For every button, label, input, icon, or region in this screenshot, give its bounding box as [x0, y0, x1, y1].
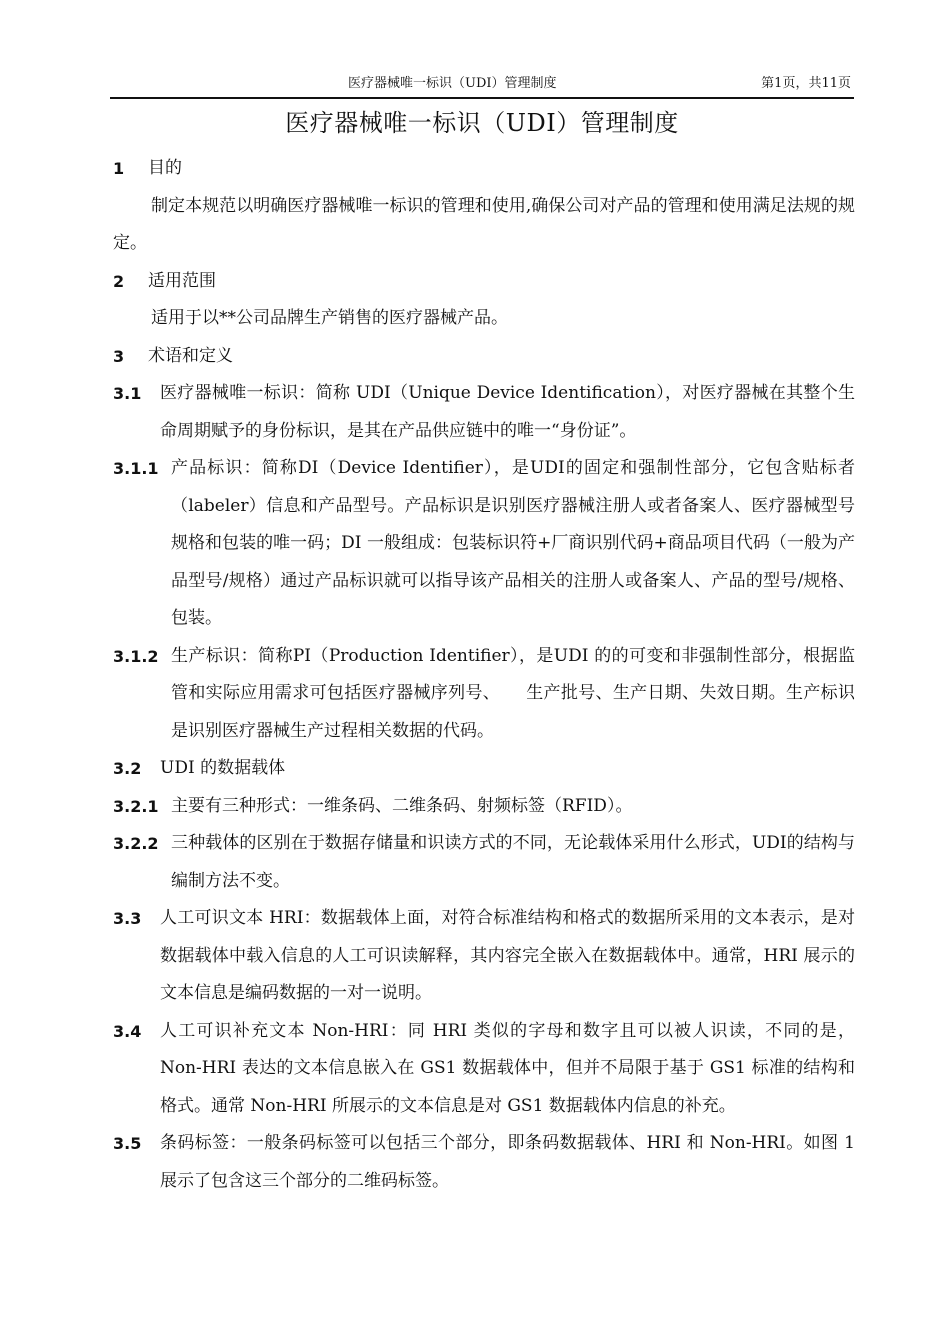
- section-number: 3: [113, 346, 125, 366]
- section-text: 主要有三种形式：一维条码、二维条码、射频标签（RFID）。: [171, 795, 633, 816]
- section-2-paragraph: [113, 300, 855, 338]
- section-2: [113, 263, 855, 301]
- section-3-3: [113, 900, 855, 1013]
- header-document-name: 医疗器械唯一标识（UDI）管理制度: [348, 76, 557, 91]
- section-text: UDI 的数据载体: [160, 758, 286, 778]
- section-3-2-1: [113, 788, 855, 826]
- section-1-paragraph: [113, 188, 855, 263]
- section-number: 3.5: [113, 1134, 142, 1153]
- section-number: 3.4: [113, 1021, 142, 1041]
- section-text: 人工可识补充文本 Non-HRI：同 HRI 类似的字母和数字且可以被人识读，不同的是，Non-HRI 表达的文本信息嵌入在 GS1 数据载体中，但并不局限于基于 GS1 标准的结构和格式。通常 Non-HRI 所展示的文本信息是对 GS1 数据载体内信息的补充。: [160, 1020, 855, 1116]
- section-3: [113, 338, 855, 376]
- document-body: [113, 150, 855, 1200]
- section-number: 1: [113, 159, 125, 178]
- section-number: 3.2.2: [113, 834, 159, 853]
- section-3-4: [113, 1013, 855, 1126]
- section-text: 人工可识文本 HRI：数据载体上面，对符合标准结构和格式的数据所采用的文本表示，是对数据载体中载入信息的人工可识读解释，其内容完全嵌入在数据载体中。通常，HRI 展示的文本信息是编码数据的一对一说明。: [160, 908, 855, 1003]
- section-number: 2: [113, 271, 125, 291]
- header-divider: [110, 97, 854, 99]
- section-heading: 术语和定义: [148, 345, 233, 366]
- section-1: [113, 150, 855, 188]
- document-title: 医疗器械唯一标识（UDI）管理制度: [285, 109, 679, 137]
- page-header: [110, 68, 853, 92]
- paragraph-text: 适用于以**公司品牌生产销售的医疗器械产品。: [151, 308, 508, 328]
- section-text: 条码标签：一般条码标签可以包括三个部分，即条码数据载体、HRI 和 Non-HRI。如图 1 展示了包含这三个部分的二维码标签。: [160, 1133, 855, 1191]
- header-page-number: 第1页，共11页: [761, 76, 851, 91]
- section-number: 3.1: [113, 384, 142, 403]
- section-heading: 适用范围: [148, 270, 216, 291]
- section-3-2-2: [113, 825, 855, 900]
- section-3-5: [113, 1125, 855, 1200]
- section-text: 三种载体的区别在于数据存储量和识读方式的不同，无论载体采用什么形式，UDI的结构与编制方法不变。: [171, 833, 855, 891]
- section-number: 3.1.2: [113, 646, 159, 666]
- section-3-1: [113, 375, 855, 450]
- section-number: 3.2.1: [113, 796, 159, 816]
- section-3-2: [113, 750, 855, 788]
- section-heading: 目的: [148, 158, 182, 178]
- section-3-1-2: [113, 638, 855, 751]
- section-text: 医疗器械唯一标识：简称 UDI（Unique Device Identification），对医疗器械在其整个生命周期赋予的身份标识，是其在产品供应链中的唯一“身份证”。: [160, 383, 855, 441]
- section-3-1-1: [113, 450, 855, 638]
- section-number: 3.3: [113, 909, 142, 928]
- paragraph-text: 制定本规范以明确医疗器械唯一标识的管理和使用,确保公司对产品的管理和使用满足法规的规定。: [113, 195, 855, 253]
- section-text: 生产标识：简称PI（Production Identifier），是UDI 的的可变和非强制性部分，根据监管和实际应用需求可包括医疗器械序列号、 生产批号、生产日期、失效日期。生产标识是识别医疗器械生产过程相关数据的代码。: [171, 645, 855, 741]
- section-number: 3.2: [113, 759, 142, 778]
- section-number: 3.1.1: [113, 459, 159, 478]
- section-text: 产品标识：简称DI（Device Identifier），是UDI的固定和强制性部分，它包含贴标者（labeler）信息和产品型号。产品标识是识别医疗器械注册人或者备案人、医疗器械型号规格和包装的唯一码；DI 一般组成：包装标识符+厂商识别代码+商品项目代码（一般为产品型号/规格）通过产品标识就可以指导该产品相关的注册人或备案人、产品的型号/规格、包装。: [171, 458, 855, 628]
